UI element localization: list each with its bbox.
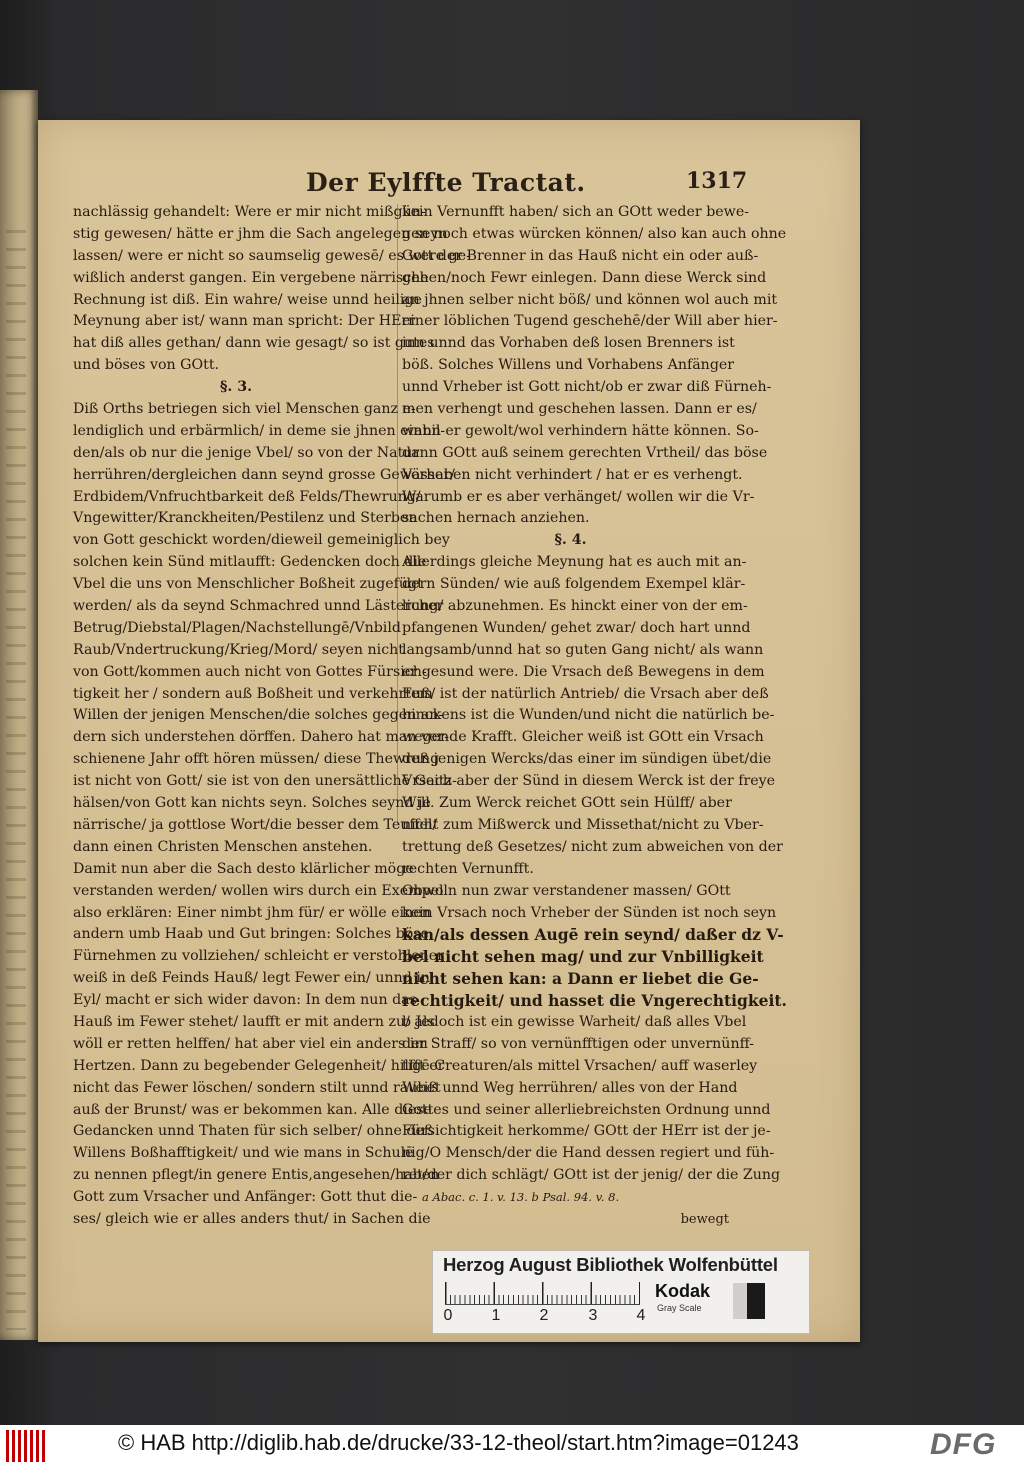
text-line: Fürsichtigkeit herkomme/ GOtt der HErr ist der je- [402, 1123, 771, 1140]
text-line: deß jenigen Wercks/das einer im sündigen übet/die [402, 751, 772, 768]
text-line: ret/der dich schlägt/ GOtt ist der jenig/ der die Zung [402, 1167, 781, 1184]
text-line: hälsen/von Gott kan nichts seyn. Solches seynd je [73, 795, 431, 812]
text-line: Vngewitter/Kranckheiten/Pestilenz und Sterben [73, 510, 418, 527]
text-line: ist nicht von Gott/ sie ist von den unersättlichē Geitz- [73, 773, 457, 790]
ruler-label: 0 [443, 1307, 453, 1324]
gray-patch-dark [747, 1283, 765, 1319]
text-line: solchen kein Sünd mitlaufft: Gedencken doch die [73, 554, 427, 571]
footer-bar [0, 1425, 1024, 1467]
text-line: trettung deß Gesetzes/ nicht zum abweichen von der [402, 838, 783, 855]
text-line: gen noch etwas würcken können/ also kan auch ohne [402, 225, 787, 242]
text-line: bewegt [680, 1211, 729, 1227]
text-line: rechten Vernunfft. [402, 860, 534, 877]
text-line: an jhnen selber nicht böß/ und können wol auch mit [402, 291, 778, 308]
text-line: hinckens ist die Wunden/und nicht die natürlich be- [402, 707, 775, 724]
text-line: §. 3. [219, 379, 253, 396]
text-line: böß. Solches Willens und Vorhabens Anfänger [402, 357, 735, 374]
text-line: nicht zum Mißwerck und Missethat/nicht zu Vber- [402, 816, 764, 833]
page-number: 1317 [686, 168, 748, 194]
text-line: wegende Krafft. Gleicher weiß ist GOtt ein Vrsach [402, 729, 764, 746]
text-line: einer löblichen Tugend geschehē/der Will aber hier- [402, 313, 778, 330]
text-line: Vorhaben nicht verhindert / hat er es verhengt. [402, 466, 743, 483]
text-line: Weiß unnd Weg herrühren/ alles von der Hand [402, 1079, 738, 1096]
text-line: pfangenen Wunden/ gehet zwar/ doch hart unnd [402, 619, 751, 636]
text-line: der Straff/ so von vernünfftigen oder unvernünff- [402, 1035, 754, 1052]
text-line: dann GOtt auß seinem gerechten Vrtheil/ das böse [402, 444, 768, 461]
text-line: b Jedoch ist ein gewisse Warheit/ daß alles Vbel [402, 1013, 747, 1030]
ruler-label: 3 [588, 1307, 598, 1324]
text-line: von Gott geschickt worden/dieweil gemeiniglich bey [73, 532, 450, 549]
text-line: bel nicht sehen mag/ und zur Vnbilligkeit [402, 947, 764, 967]
text-line: dern Sünden/ wie auß folgendem Exempel klär- [402, 576, 746, 593]
text-line: unnd Vrheber ist Gott nicht/ob er zwar diß Fürneh- [402, 379, 772, 396]
text-line: kein Vernunfft haben/ sich an GOtt weder bewe- [402, 204, 750, 220]
text-line: Raub/Vndertruckung/Krieg/Mord/ seyen nicht [73, 641, 405, 658]
text-line: nicht das Fewer löschen/ sondern stilt unnd raubet [73, 1079, 441, 1096]
gray-scale-label: Gray Scale [657, 1303, 702, 1313]
gray-patch-light [733, 1283, 747, 1319]
text-line: Hauß im Fewer stehet/ laufft er mit andern zu/ als [73, 1013, 435, 1030]
text-line: rechtigkeit/ und hasset die Vngerechtigkeit. [402, 991, 787, 1011]
text-line: Warumb er es aber verhänget/ wollen wir die Vr- [402, 488, 755, 505]
text-line: licher abzunehmen. Es hinckt einer von der em- [402, 598, 748, 615]
text-line: tigē Creaturen/als mittel Vrsachen/ auff waserley [402, 1057, 758, 1074]
text-line: a Abac. c. 1. v. 13. b Psal. 94. v. 8. [422, 1190, 620, 1205]
text-line: Vrsach aber der Sünd in diesem Werck ist der freye [402, 773, 776, 790]
text-line: kein Vrsach noch Vrheber der Sünden ist noch seyn [402, 904, 777, 921]
text-line: Gott zum Vrsacher und Anfänger: Gott thut die- [73, 1189, 418, 1206]
text-line: men verhengt und geschehen lassen. Dann er es/ [402, 401, 757, 418]
text-line: wann er gewolt/wol verhindern hätte können. So- [402, 422, 759, 439]
text-line: närrische/ ja gottlose Wort/die besser dem Teuffel/ [73, 816, 438, 833]
previous-leaf-text-traces [6, 230, 26, 1330]
kodak-logo: Kodak [655, 1281, 711, 1301]
text-line: Fuß/ ist der natürlich Antrieb/ die Vrsach aber deß [402, 685, 769, 702]
text-line: Gott der Brenner in das Hauß nicht ein oder auß- [402, 247, 759, 264]
text-line: also erklären: Einer nimbt jhm für/ er wölle einen [73, 904, 431, 921]
text-line: herrühren/dergleichen dann seynd grosse Gewässer/ [73, 466, 455, 483]
ruler-label: 1 [491, 1307, 501, 1324]
text-line: Obwoln nun zwar verstandener massen/ GOtt [402, 882, 731, 899]
hab-logo-icon [6, 1430, 46, 1462]
text-line: auß der Brunst/ was er bekommen kan. Alle diese [73, 1101, 432, 1118]
text-line: lassen/ were er nicht so saumselig gewesē/ es were ge- [73, 247, 471, 264]
text-line: Diß Orths betriegen sich viel Menschen ganz e- [73, 401, 416, 418]
library-name: Herzog August Bibliothek Wolfenbüttel [443, 1254, 778, 1275]
text-line: Erdbidem/Vnfruchtbarkeit deß Felds/Thewrung/ [73, 488, 421, 505]
text-line: verstanden werden/ wollen wirs durch ein Exempel [73, 882, 444, 899]
text-line: Rechnung ist diß. Ein wahre/ weise unnd heilige [73, 291, 422, 308]
previous-leaf-edge [0, 90, 38, 1340]
right-text-column [402, 202, 787, 1231]
text-line: inn unnd das Vorhaben deß losen Brenners ist [402, 335, 735, 352]
text-line: wißlich anderst gangen. Ein vergebene närrische [73, 269, 429, 286]
copyright-url[interactable]: © HAB http://diglib.hab.de/drucke/33-12-theol/start.htm?image=01243 [118, 1430, 799, 1455]
text-line: andern umb Haab und Gut bringen: Solches böse [73, 926, 429, 943]
running-head: Der Eylffte Tractat. [306, 168, 586, 197]
text-line: Damit nun aber die Sach desto klärlicher möge [73, 860, 414, 877]
text-line: Hertzen. Dann zu begebender Gelegenheit/ hilfft er [73, 1057, 445, 1074]
text-line: Gottes und seiner allerliebreichsten Ordnung unnd [402, 1101, 771, 1118]
text-line: stig gewesen/ hätte er jhm die Sach angelegen seyn [73, 225, 448, 242]
text-line: Will. Zum Werck reichet GOtt sein Hülff/ aber [402, 795, 732, 812]
text-line: §. 4. [554, 532, 587, 549]
text-line: nig/O Mensch/der die Hand dessen regiert und füh- [402, 1145, 775, 1162]
ruler-label: 4 [636, 1307, 646, 1324]
text-line: kan/als dessen Augē rein seynd/ daßer dz V- [402, 925, 784, 945]
ruler-labels [441, 1307, 661, 1329]
text-line: zu nennen pflegt/in genere Entis,angesehen/haben [73, 1167, 440, 1184]
text-line: schienene Jahr offt hören müssen/ diese Thewrung [73, 751, 440, 768]
text-line: Willens Boßhafftigkeit/ und wie mans in Schulē [73, 1145, 414, 1162]
text-line: er gesund were. Die Vrsach deß Bewegens in dem [402, 663, 765, 680]
text-line: Vbel die uns von Menschlicher Boßheit zugefügt [73, 576, 423, 593]
text-line: langsamb/unnd hat so guten Gang nicht/ als wann [402, 641, 764, 658]
text-line: hat diß alles gethan/ dann wie gesagt/ so ist gutes [73, 335, 435, 352]
text-line: Allerdings gleiche Meynung hat es auch mit an- [402, 554, 747, 571]
text-line: tigkeit her / sondern auß Boßheit und verkehrtem [73, 685, 433, 702]
text-line: den/als ob nur die jenige Vbel/ so von der Natur [73, 444, 420, 461]
text-line: gehen/noch Fewr einlegen. Dann diese Werck sind [402, 269, 767, 286]
text-line: werden/ als da seynd Schmachred unnd Lästerung/ [73, 598, 444, 615]
text-line: Eyl/ macht er sich wider davon: In dem nun das [73, 992, 417, 1009]
text-line: nicht sehen kan: a Dann er liebet die Ge- [402, 969, 759, 989]
text-line: und böses von GOtt. [73, 357, 220, 374]
text-line: Gedancken unnd Thaten für sich selber/ ohne deß [73, 1123, 434, 1140]
text-line: Betrug/Diebstal/Plagen/Nachstellungē/Vnbild [73, 619, 401, 636]
text-line: ses/ gleich wie er alles anders thut/ in Sachen die [73, 1210, 431, 1227]
book-page [38, 120, 860, 1342]
text-line: Meynung aber ist/ wann man spricht: Der HErr [73, 313, 416, 330]
text-line: dern sich understehen dörffen. Dahero hat man ver- [73, 729, 450, 746]
text-line: dann einen Christen Menschen anstehen. [73, 838, 373, 855]
scale-ruler-major-ticks [445, 1282, 640, 1304]
column-divider [397, 204, 398, 824]
dfg-logo: DFG [930, 1428, 997, 1461]
text-line: lendiglich und erbärmlich/ in deme sie jhnen einbil- [73, 422, 446, 439]
text-line: nachlässig gehandelt: Were er mir nicht mißgün- [73, 204, 426, 220]
text-line: wöll er retten helffen/ hat aber viel ein anders im [73, 1035, 428, 1052]
text-line: Willen der jenigen Menschen/die solches gegen an- [73, 707, 444, 724]
text-line: von Gott/kommen auch nicht von Gottes Fürsich- [73, 663, 427, 680]
text-line: sachen hernach anziehen. [402, 510, 590, 527]
ruler-label: 2 [539, 1307, 549, 1324]
text-line: weiß in deß Feinds Hauß/ legt Fewer ein/ unnd in [73, 970, 431, 987]
library-color-card [432, 1250, 810, 1334]
text-line: Fürnehmen zu vollziehen/ schleicht er verstohlener [73, 948, 444, 965]
